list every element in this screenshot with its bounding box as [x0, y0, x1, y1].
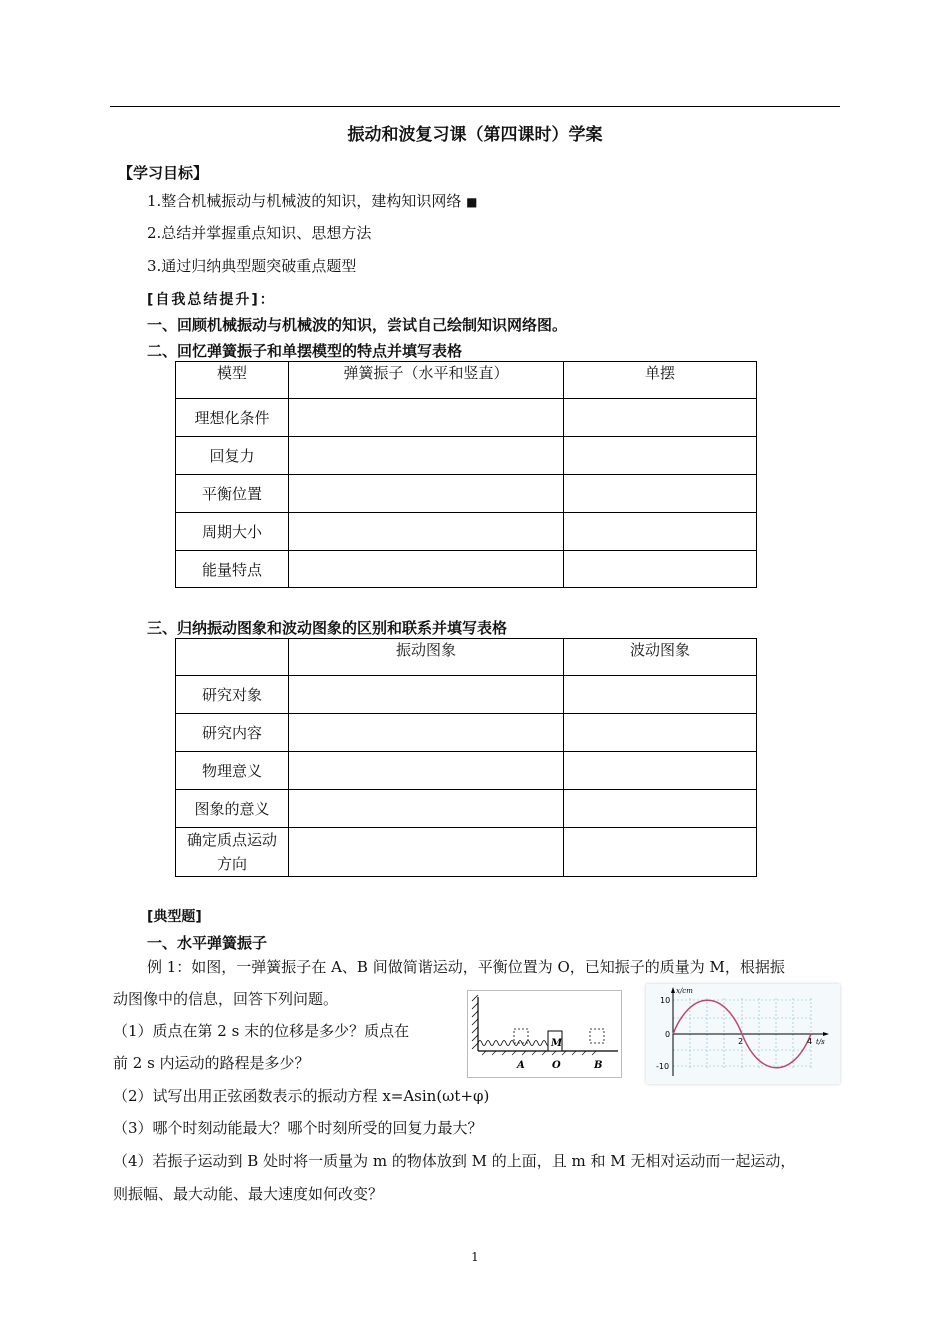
typical-heading: [典型题]: [147, 909, 202, 925]
row-label: 周期大小: [176, 513, 289, 551]
row-label: 确定质点运动方向: [176, 828, 289, 877]
vibration-graph: [646, 984, 840, 1084]
table-cell[interactable]: [564, 551, 757, 588]
goal-item: 1.整合机械振动与机械波的知识，建构知识网络 ■: [147, 192, 478, 210]
graph-xlabel: t/s: [816, 1038, 825, 1046]
table-cell[interactable]: [564, 513, 757, 551]
graph-ylabel: x/cm: [676, 987, 693, 995]
table-cell[interactable]: [289, 676, 564, 714]
table-cell[interactable]: [564, 437, 757, 475]
table-cell[interactable]: [289, 752, 564, 790]
point-a-label: A: [517, 1060, 525, 1071]
typical-subheading: 一、水平弹簧振子: [147, 934, 268, 952]
spring-diagram: [468, 991, 621, 1077]
row-label: 能量特点: [176, 551, 289, 588]
row-label: 研究内容: [176, 714, 289, 752]
table-header: [176, 639, 289, 676]
page-title: 振动和波复习课（第四课时）学案: [347, 125, 603, 145]
table-cell[interactable]: [289, 790, 564, 828]
table-cell[interactable]: [289, 551, 564, 588]
summary-heading: [自我总结提升]：: [147, 292, 276, 308]
goals-heading: 【学习目标】: [118, 164, 209, 182]
graph-tick-y: 10: [660, 996, 671, 1005]
row-label: 物理意义: [176, 752, 289, 790]
example-text: 动图像中的信息，回答下列问题。: [113, 990, 339, 1008]
mass-label: M: [551, 1038, 563, 1049]
table-cell[interactable]: [564, 790, 757, 828]
question-4: （4）若振子运动到 B 处时将一质量为 m 的物体放到 M 的上面，且 m 和 M 无相对运动而一起运动，: [113, 1152, 796, 1170]
question-2: （2）试写出用正弦函数表示的振动方程 x=Asin(ωt+φ): [113, 1087, 490, 1105]
vibration-graph-figure: [646, 984, 840, 1084]
page-number: 1: [471, 1250, 479, 1264]
table-cell[interactable]: [564, 828, 757, 877]
row-label: 图象的意义: [176, 790, 289, 828]
header-rule: [110, 106, 840, 107]
point-o-label: O: [552, 1060, 561, 1071]
table-cell[interactable]: [564, 475, 757, 513]
row-label: 平衡位置: [176, 475, 289, 513]
section-heading: 二、回忆弹簧振子和单摆模型的特点并填写表格: [147, 342, 463, 360]
table-header: 模型: [176, 362, 289, 399]
table-cell[interactable]: [564, 676, 757, 714]
table-cell[interactable]: [289, 513, 564, 551]
graph-tick-y: 0: [665, 1030, 671, 1039]
table-cell[interactable]: [289, 399, 564, 437]
row-label: 理想化条件: [176, 399, 289, 437]
table-cell[interactable]: [289, 475, 564, 513]
goal-item: 2.总结并掌握重点知识、思想方法: [147, 224, 372, 242]
question-1-cont: 前 2 s 内运动的路程是多少？: [113, 1054, 310, 1072]
goal-item: 3.通过归纳典型题突破重点题型: [147, 257, 357, 275]
section-heading: 三、归纳振动图象和波动图象的区别和联系并填写表格: [147, 619, 508, 637]
row-label: 回复力: [176, 437, 289, 475]
table-cell[interactable]: [564, 399, 757, 437]
table-cell[interactable]: [564, 752, 757, 790]
row-label: 研究对象: [176, 676, 289, 714]
graph-tick-x: 4: [807, 1037, 813, 1046]
table-cell[interactable]: [564, 714, 757, 752]
table-header: 弹簧振子（水平和竖直）: [289, 362, 564, 399]
question-4-cont: 则振幅、最大动能、最大速度如何改变？: [113, 1185, 384, 1203]
spring-oscillator-figure: [467, 990, 622, 1078]
section-heading: 一、回顾机械振动与机械波的知识，尝试自己绘制知识网络图。: [147, 316, 568, 334]
question-1: （1）质点在第 2 s 末的位移是多少？质点在: [113, 1022, 410, 1040]
table-cell[interactable]: [289, 437, 564, 475]
table-header: 波动图象: [564, 639, 757, 676]
table-header: 单摆: [564, 362, 757, 399]
graph-tick-y: -10: [656, 1062, 670, 1071]
example-text: 例 1：如图，一弹簧振子在 A、B 间做简谐运动，平衡位置为 O，已知振子的质量为 M，根据振: [147, 958, 785, 976]
table-cell[interactable]: [289, 714, 564, 752]
graph-tick-x: 2: [738, 1037, 744, 1046]
point-b-label: B: [594, 1060, 603, 1071]
table-header: 振动图象: [289, 639, 564, 676]
table-cell[interactable]: [289, 828, 564, 877]
model-table: [175, 361, 757, 588]
question-3: （3）哪个时刻动能最大？哪个时刻所受的回复力最大？: [113, 1119, 483, 1137]
graph-table: [175, 638, 757, 877]
